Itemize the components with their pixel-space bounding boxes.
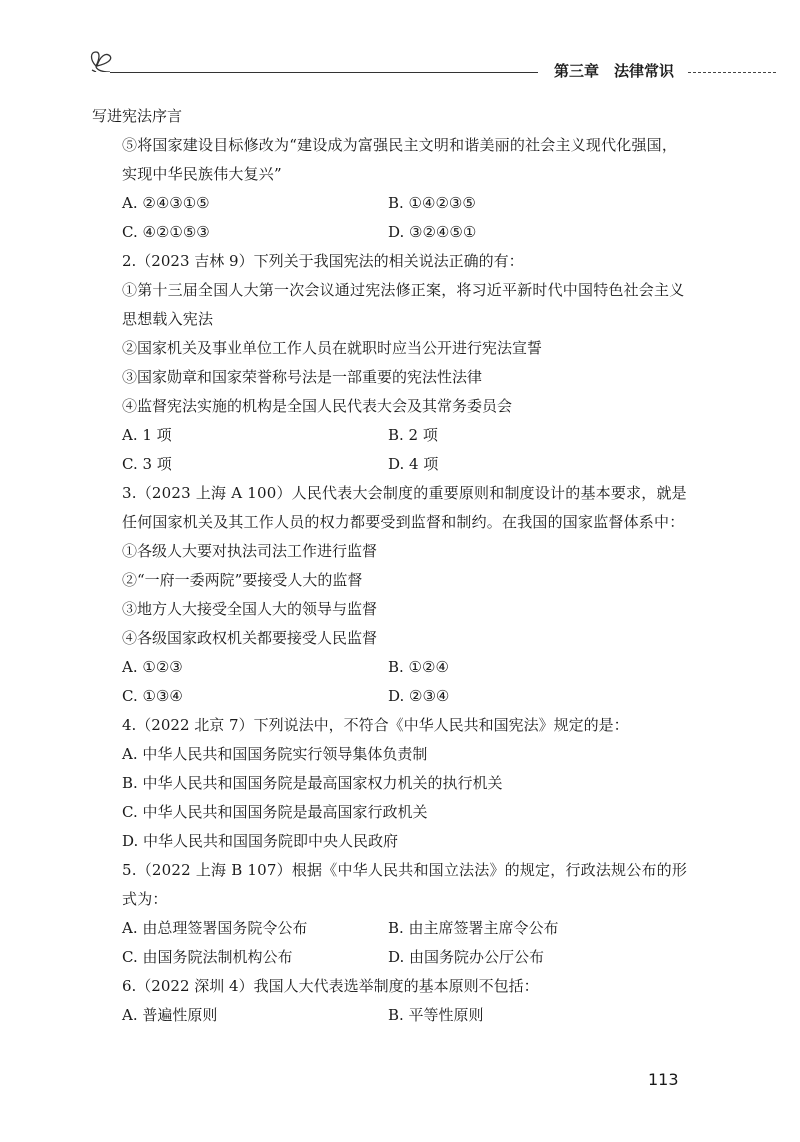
question-2-stem: 2.（2023 吉林 9）下列关于我国宪法的相关说法正确的有： xyxy=(122,252,524,270)
list-item: ②国家机关及事业单位工作人员在就职时应当公开进行宪法宣誓 xyxy=(122,339,543,357)
option-a: A. 中华人民共和国国务院实行领导集体负责制 xyxy=(122,745,428,763)
option-b: B. 2 项 xyxy=(388,426,438,444)
list-item: ①第十三届全国人大第一次会议通过宪法修正案，将习近平新时代中国特色社会主义思想载入宪法 xyxy=(122,281,685,328)
options-row xyxy=(92,682,692,711)
page-number: 113 xyxy=(648,1070,679,1089)
question-5-stem: 5.（2022 上海 B 107）根据《中华人民共和国立法法》的规定，行政法规公布的形式为： xyxy=(122,861,688,908)
chapter-title: 第三章 法律常识 xyxy=(554,62,675,80)
sprout-icon xyxy=(86,44,116,72)
options-row xyxy=(92,218,692,247)
list-item: ④监督宪法实施的机构是全国人民代表大会及其常务委员会 xyxy=(122,397,513,415)
options-row xyxy=(92,1001,692,1030)
option-c: C. 由国务院法制机构公布 xyxy=(122,948,293,966)
option-d: D. ②③④ xyxy=(388,687,450,705)
header-rule-right xyxy=(688,72,776,73)
list-item: ⑤将国家建设目标修改为“建设成为富强民主文明和谐美丽的社会主义现代化强国，实现中华民族伟大复兴” xyxy=(122,136,678,183)
option-a: A. ②④③①⑤ xyxy=(122,194,210,212)
option-a: A. 1 项 xyxy=(122,426,172,444)
option-b: B. 由主席签署主席令公布 xyxy=(388,919,559,937)
question-6-stem: 6.（2022 深圳 4）我国人大代表选举制度的基本原则不包括： xyxy=(122,977,539,995)
page-header xyxy=(86,44,690,84)
question-4-stem: 4.（2022 北京 7）下列说法中，不符合《中华人民共和国宪法》规定的是： xyxy=(122,716,629,734)
paragraph-continuation: 写进宪法序言 xyxy=(92,107,183,125)
options-row xyxy=(92,653,692,682)
option-c: C. 3 项 xyxy=(122,455,172,473)
list-item: ③国家勋章和国家荣誉称号法是一部重要的宪法性法律 xyxy=(122,368,483,386)
list-item: ②“一府一委两院”要接受人大的监督 xyxy=(122,571,363,589)
options-row xyxy=(92,189,692,218)
option-c: C. ④②①⑤③ xyxy=(122,223,210,241)
option-b: B. ①②④ xyxy=(388,658,449,676)
options-row xyxy=(92,450,692,479)
list-item: ③地方人大接受全国人大的领导与监督 xyxy=(122,600,378,618)
option-a: A. ①②③ xyxy=(122,658,183,676)
list-item: ④各级国家政权机关都要接受人民监督 xyxy=(122,629,378,647)
option-c: C. 中华人民共和国国务院是最高国家行政机关 xyxy=(122,803,428,821)
option-d: D. ③②④⑤① xyxy=(388,223,477,241)
question-3-stem: 3.（2023 上海 A 100）人民代表大会制度的重要原则和制度设计的基本要求，就是任何国家机关及其工作人员的权力都要受到监督和制约。在我国的国家监督体系中： xyxy=(122,484,687,531)
header-rule-left xyxy=(110,72,538,73)
option-b: B. ①④②③⑤ xyxy=(388,194,476,212)
options-row xyxy=(92,914,692,943)
option-c: C. ①③④ xyxy=(122,687,183,705)
list-item: ①各级人大要对执法司法工作进行监督 xyxy=(122,542,378,560)
options-row xyxy=(92,943,692,972)
option-d: D. 4 项 xyxy=(388,455,439,473)
option-b: B. 中华人民共和国国务院是最高国家权力机关的执行机关 xyxy=(122,774,503,792)
option-a: A. 由总理签署国务院令公布 xyxy=(122,919,308,937)
option-a: A. 普遍性原则 xyxy=(122,1006,218,1024)
option-d: D. 中华人民共和国国务院即中央人民政府 xyxy=(122,832,399,850)
option-b: B. 平等性原则 xyxy=(388,1006,484,1024)
option-d: D. 由国务院办公厅公布 xyxy=(388,948,545,966)
page-body xyxy=(92,102,692,1030)
options-row xyxy=(92,421,692,450)
